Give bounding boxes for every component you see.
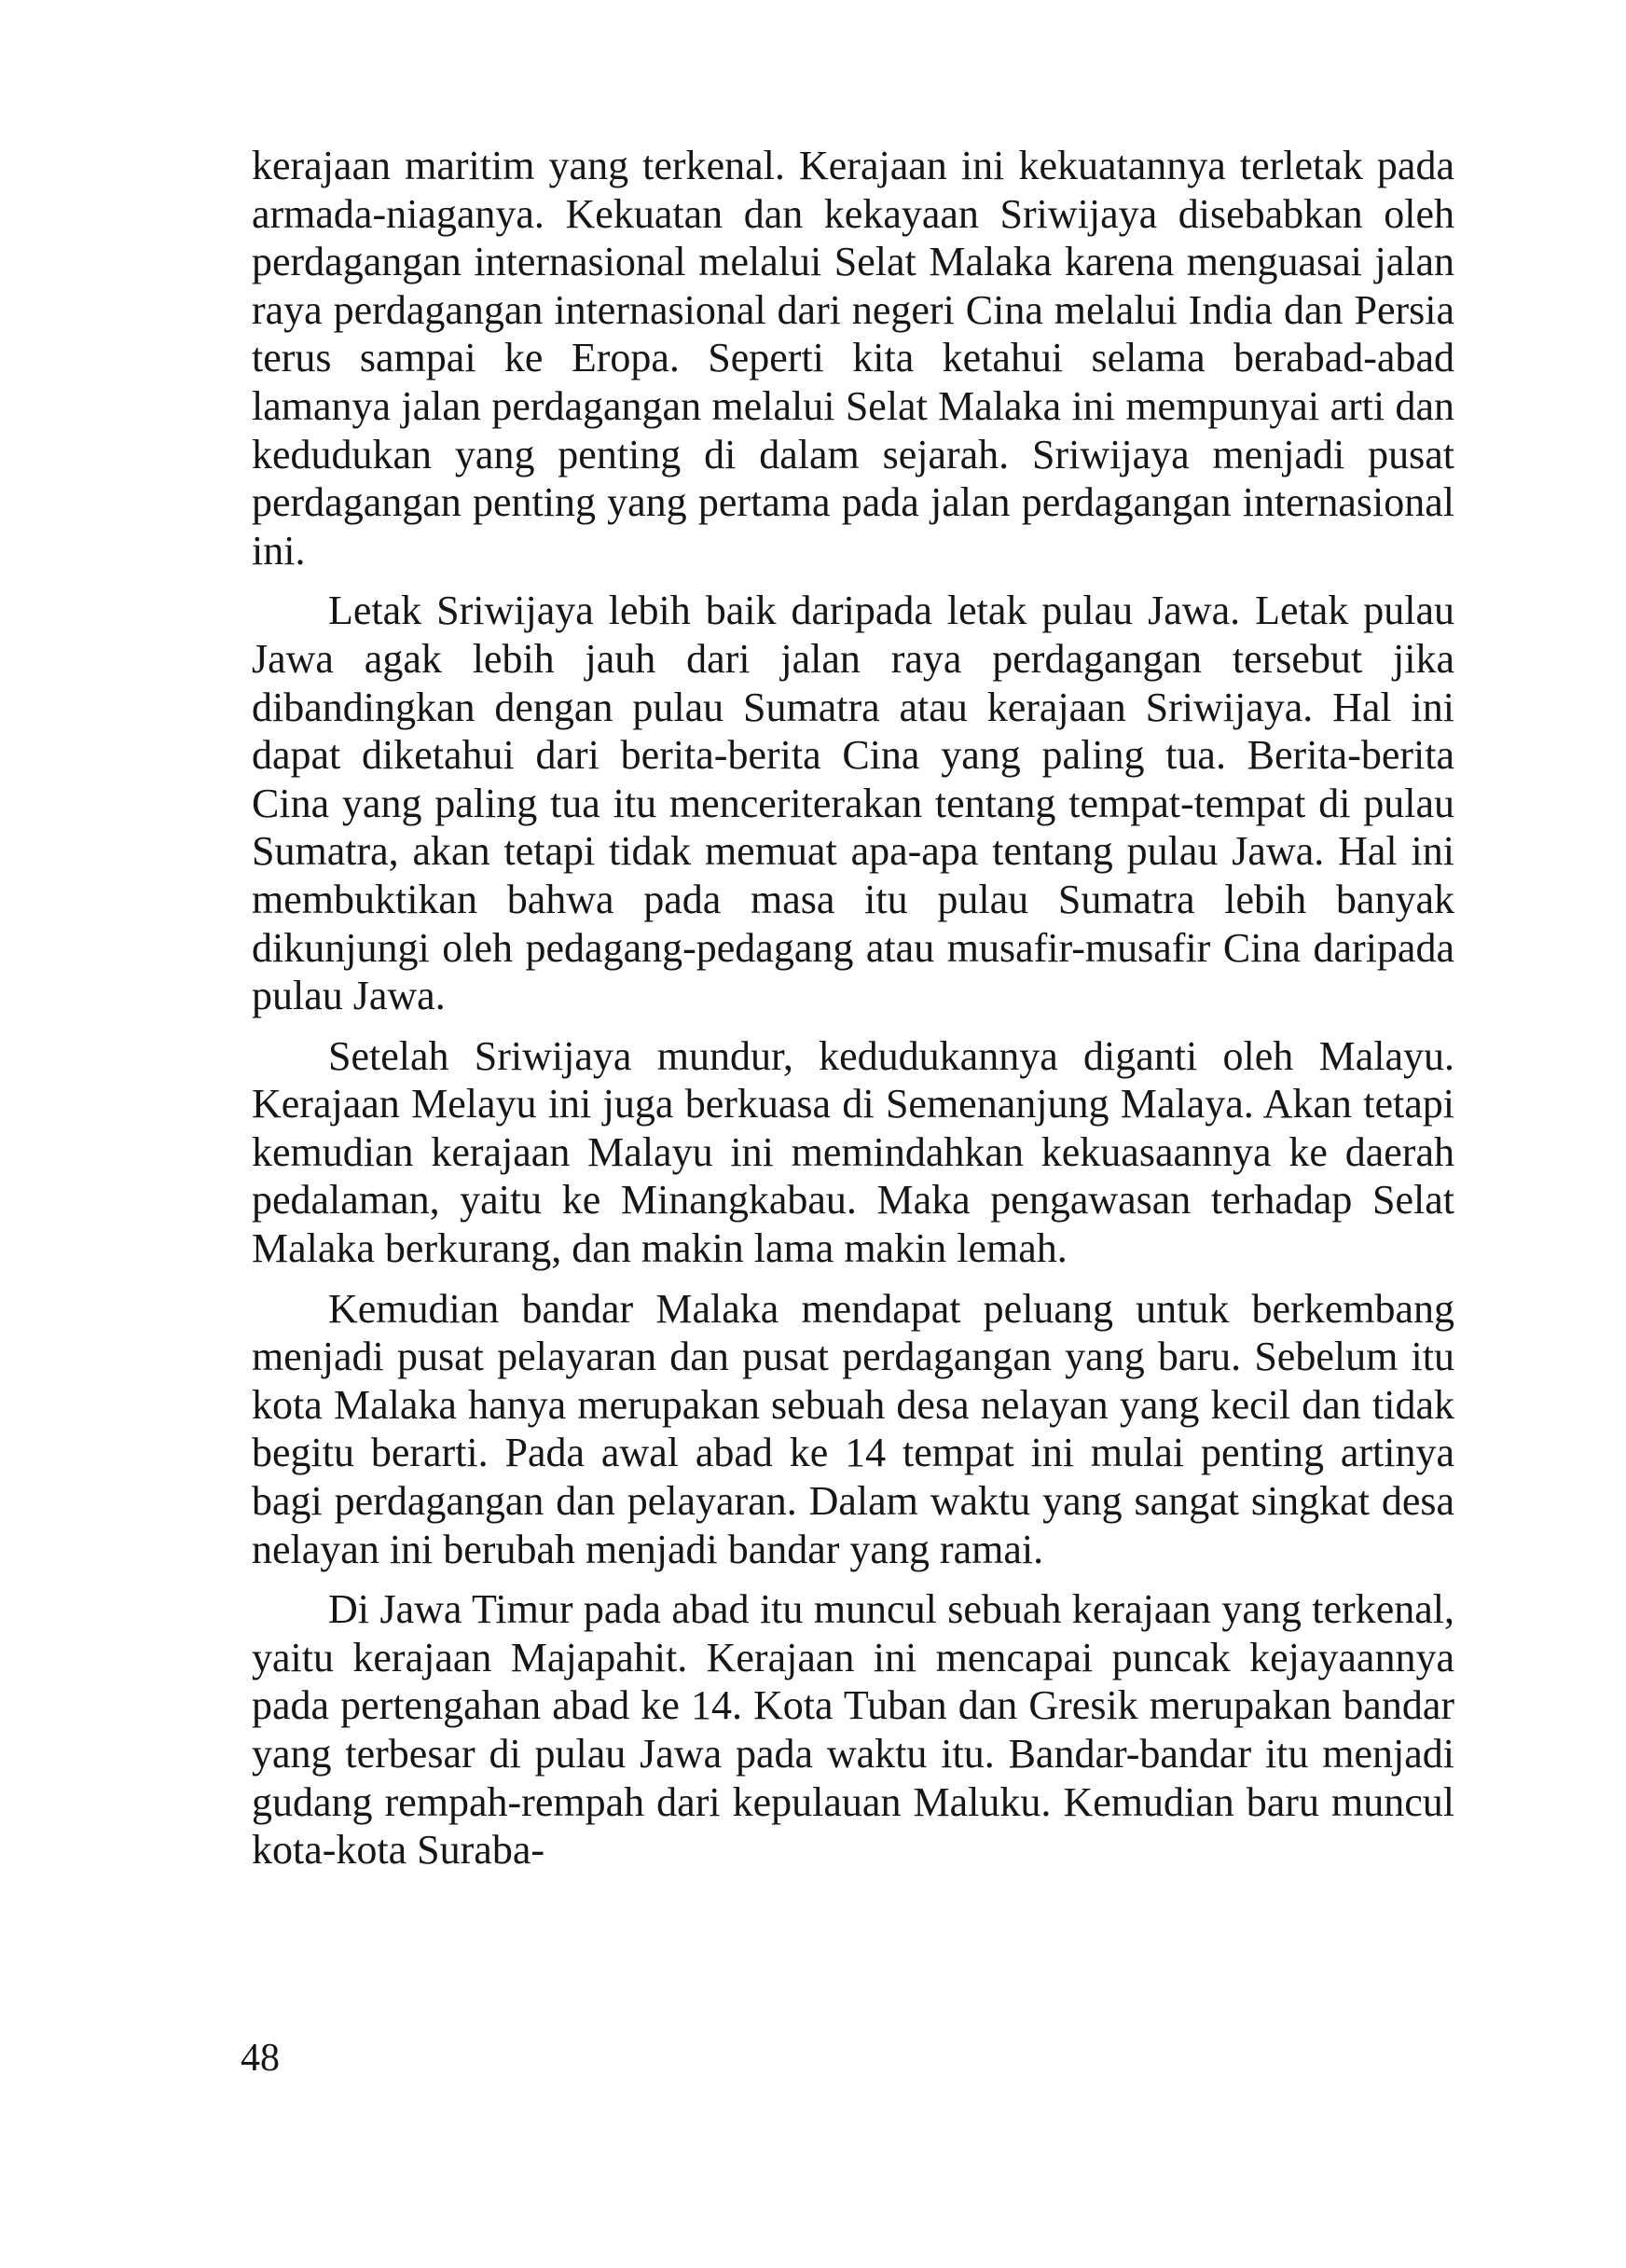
paragraph-4: Kemudian bandar Malaka mendapat peluang untuk berkembang menjadi pusat pelayaran dan pusat perdagangan yang baru. Sebelum itu kota Malaka hanya merupakan sebuah desa nelayan yang kecil dan tidak begitu berarti. Pada awal abad ke 14 tempat ini mulai penting artinya bagi perdagangan dan pelayaran. Dalam waktu yang sangat singkat desa nelayan ini berubah menjadi bandar yang ramai. bbox=[252, 1285, 1454, 1572]
body-text bbox=[252, 142, 1454, 1887]
paragraph-2: Letak Sriwijaya lebih baik daripada letak pulau Jawa. Letak pulau Jawa agak lebih jauh dari jalan raya perdagangan tersebut jika dibandingkan dengan pulau Sumatra atau kerajaan Sriwijaya. Hal ini dapat diketahui dari berita-berita Cina yang paling tua. Berita-berita Cina yang paling tua itu menceriterakan tentang tempat-tempat di pulau Sumatra, akan tetapi tidak memuat apa-apa tentang pulau Jawa. Hal ini membuktikan bahwa pada masa itu pulau Sumatra lebih banyak dikunjungi oleh pedagang-pedagang atau musafir-musafir Cina daripada pulau Jawa. bbox=[252, 588, 1454, 1019]
page-number: 48 bbox=[241, 2037, 280, 2080]
paragraph-1: kerajaan maritim yang terkenal. Kerajaan ini kekuatannya terletak pada armada-niaganya. Kekuatan dan kekayaan Sriwijaya disebabkan oleh perdagangan internasional melalui Selat Malaka karena menguasai jalan raya perdagangan internasional dari negeri Cina melalui India dan Persia terus sampai ke Eropa. Seperti kita ketahui selama berabad-abad lamanya jalan perdagangan melalui Selat Malaka ini mempunyai arti dan kedudukan yang penting di dalam sejarah. Sriwijaya menjadi pusat perdagangan penting yang pertama pada jalan perdagangan internasional ini. bbox=[252, 143, 1454, 574]
paragraph-3: Setelah Sriwijaya mundur, kedudukannya diganti oleh Malayu. Kerajaan Melayu ini juga berkuasa di Semenanjung Malaya. Akan tetapi kemudian kerajaan Malayu ini memindahkan kekuasaannya ke daerah pedalaman, yaitu ke Minangkabau. Maka pengawasan terhadap Selat Malaka berkurang, dan makin lama makin lemah. bbox=[252, 1032, 1454, 1272]
paragraph-5: Di Jawa Timur pada abad itu muncul sebuah kerajaan yang terkenal, yaitu kerajaan Majapahit. Kerajaan ini mencapai puncak kejayaannya pada pertengahan abad ke 14. Kota Tuban dan Gresik merupakan bandar yang terbesar di pulau Jawa pada waktu itu. Bandar-bandar itu menjadi gudang rempah-rempah dari kepulauan Maluku. Kemudian baru muncul kota-kota Suraba- bbox=[252, 1586, 1454, 1874]
